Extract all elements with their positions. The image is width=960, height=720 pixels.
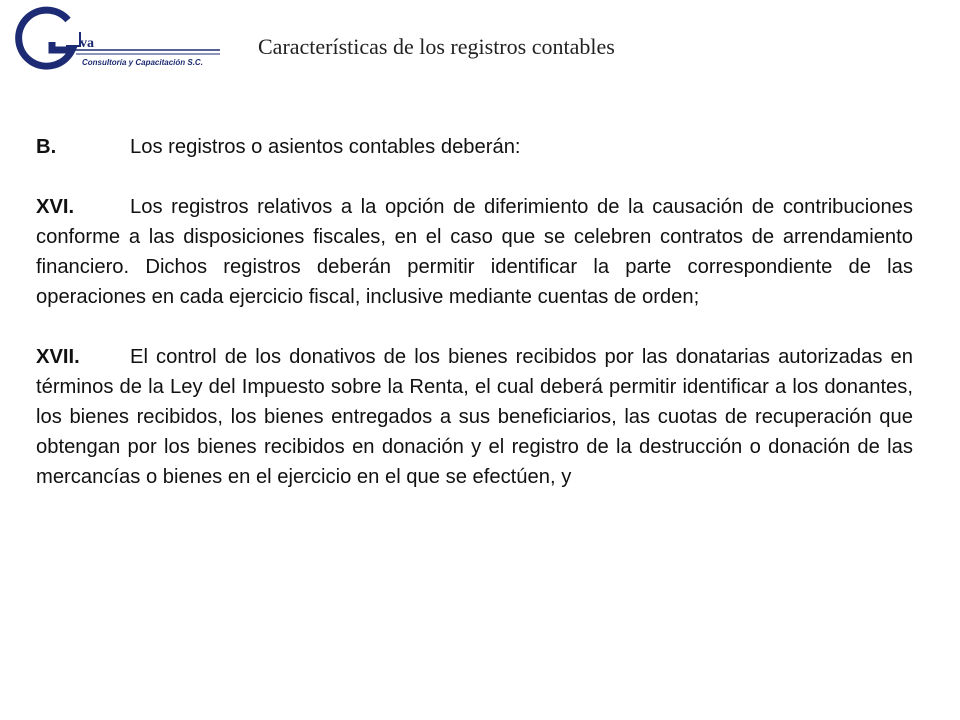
intro-label: B.	[36, 136, 57, 158]
intro-paragraph	[36, 132, 913, 162]
page-title: Características de los registros contables	[258, 34, 615, 59]
item-xvii-label: XVII.	[36, 346, 80, 368]
logo-subtitle: Consultoría y Capacitación S.C.	[82, 58, 203, 67]
document-body	[36, 132, 913, 492]
item-xvi-label: XVI.	[36, 196, 75, 218]
intro-text: Los registros o asientos contables deberán:	[130, 136, 521, 158]
company-logo	[6, 6, 236, 76]
item-xvii	[36, 342, 913, 492]
item-xvii-text: El control de los donativos de los bienes recibidos por las donatarias autorizadas en términos de la Ley del Impuesto sobre la Renta, el cual deberá permitir identificar a los donantes, los bienes recibidos, los bienes entregados a sus beneficiarios, las cuotas de recuperación que obtengan por los bienes recibidos en donación y el registro de la destrucción o donación de las mercancías o bienes en el ejercicio en el que se efectúen, y	[36, 346, 913, 488]
item-xvi-text: Los registros relativos a la opción de diferimiento de la causación de contribuciones conforme a las disposiciones fiscales, en el caso que se celebren contratos de arrendamiento financiero. Dichos registros deberán permitir identificar la parte correspondiente de las operaciones en cada ejercicio fiscal, inclusive mediante cuentas de orden;	[36, 196, 913, 308]
logo-letters: va	[80, 36, 94, 51]
item-xvi	[36, 192, 913, 312]
